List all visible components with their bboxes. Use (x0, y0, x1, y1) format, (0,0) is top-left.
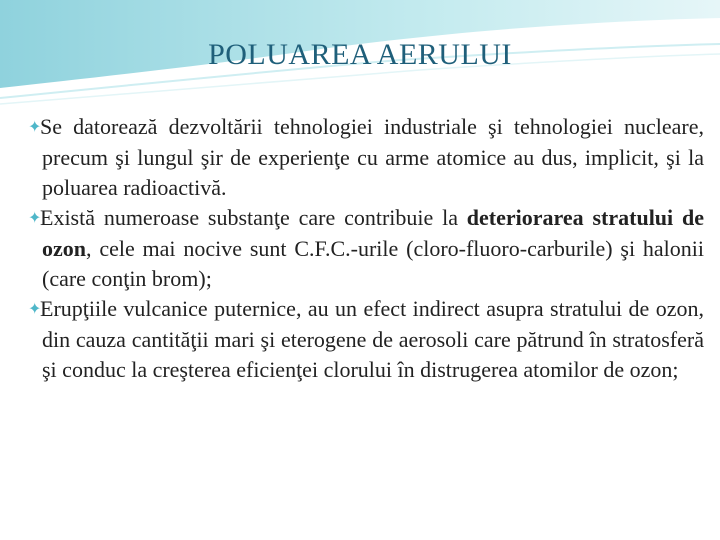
bullet-text: , cele mai nocive sunt C.F.C.-urile (cloro-fluoro-carburile) şi halonii (care conţin brom); (42, 236, 704, 291)
bullet-text: Există numeroase substanţe care contribuie la (40, 205, 467, 230)
bullet-icon: ✦ (28, 210, 42, 227)
bullet-item (16, 112, 704, 203)
bullet-item (16, 294, 704, 385)
bullet-text: Erupţiile vulcanice puternice, au un efect indirect asupra stratului de ozon, din cauza cantităţii mari şi eterogene de aerosoli care pătrund în stratosferă şi conduc la creşterea eficienţei clorului în distrugerea atomilor de ozon; (40, 296, 704, 382)
bullet-bold-text: deteriorarea stratului de ozon (42, 205, 704, 261)
bullet-icon: ✦ (28, 301, 42, 318)
bullet-icon: ✦ (28, 119, 42, 136)
slide-content (16, 112, 704, 385)
bullet-text: Se datorează dezvoltării tehnologiei industriale şi tehnologiei nucleare, precum şi lungul şir de experienţe cu arme atomice au dus, implicit, şi la poluarea radioactivă. (40, 114, 704, 200)
bullet-item (16, 203, 704, 294)
slide-title: POLUAREA AERULUI (208, 38, 512, 71)
